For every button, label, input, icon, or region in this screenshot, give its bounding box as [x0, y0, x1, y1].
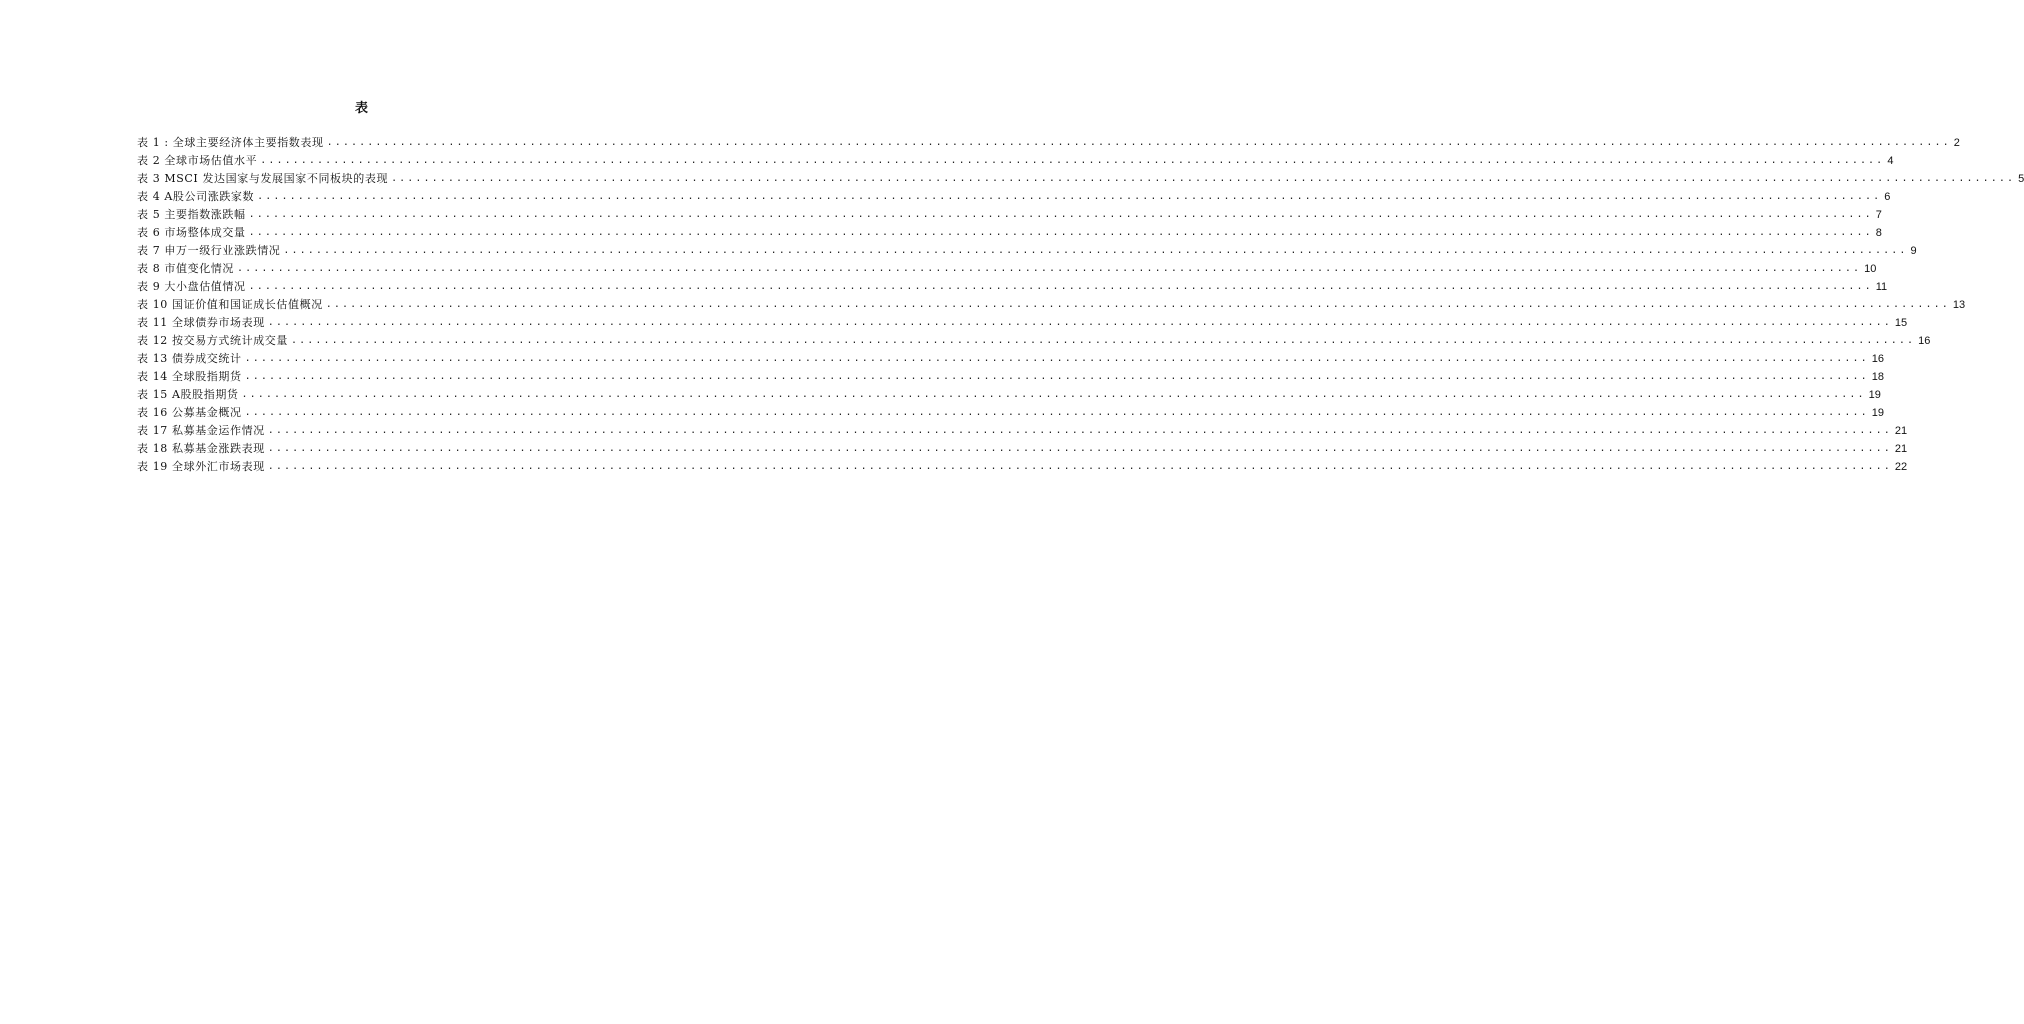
toc-leader-dots: ........................................................................................................................................................................................................ — [244, 407, 1869, 418]
toc-entry-page-number: 6 — [1884, 191, 1891, 203]
toc-leader-dots: ........................................................................................................................................................................................................ — [325, 299, 1950, 310]
toc-leader-dots: ........................................................................................................................................................................................................ — [237, 263, 1862, 274]
toc-entry-label: 表 9 大小盘估值情况 — [137, 280, 246, 293]
toc-entry[interactable] — [137, 134, 1960, 152]
toc-leader-dots: ........................................................................................................................................................................................................ — [267, 461, 1892, 472]
toc-entry[interactable] — [137, 296, 1966, 314]
toc-entry[interactable] — [137, 440, 1908, 458]
page-title: 表 — [354, 101, 369, 116]
toc-leader-dots: ........................................................................................................................................................................................................ — [326, 137, 1951, 148]
toc-entry-label: 表 17 私募基金运作情况 — [137, 424, 265, 437]
toc-entry[interactable] — [137, 314, 1908, 332]
toc-entry-label: 表 1 : 全球主要经济体主要指数表现 — [137, 136, 324, 149]
toc-leader-dots: ........................................................................................................................................................................................................ — [244, 353, 1869, 364]
toc-entry-page-number: 22 — [1894, 461, 1908, 473]
toc-entry-label: 表 11 全球债券市场表现 — [137, 316, 265, 329]
toc-entry[interactable] — [137, 278, 1888, 296]
toc-entry-page-number: 5 — [2018, 173, 2024, 185]
toc-entry-page-number: 16 — [1918, 335, 1931, 347]
table-of-contents — [137, 134, 2024, 476]
toc-entry-page-number: 2 — [1953, 137, 1960, 149]
toc-entry-label: 表 8 市值变化情况 — [137, 262, 234, 275]
toc-entry[interactable] — [137, 422, 1908, 440]
toc-entry-page-number: 4 — [1887, 155, 1894, 167]
toc-entry-label: 表 3 MSCI 发达国家与发展国家不同板块的表现 — [137, 172, 389, 185]
toc-leader-dots: ........................................................................................................................................................................................................ — [267, 443, 1892, 454]
toc-leader-dots: ........................................................................................................................................................................................................ — [291, 335, 1916, 346]
toc-leader-dots: ........................................................................................................................................................................................................ — [241, 389, 1866, 400]
toc-entry-label: 表 14 全球股指期货 — [137, 370, 242, 383]
toc-entry[interactable] — [137, 152, 1894, 170]
toc-entry-label: 表 16 公募基金概况 — [137, 406, 242, 419]
toc-entry-label: 表 6 市场整体成交量 — [137, 226, 246, 239]
toc-leader-dots: ........................................................................................................................................................................................................ — [260, 155, 1885, 166]
toc-entry-page-number: 21 — [1894, 443, 1908, 455]
toc-leader-dots: ........................................................................................................................................................................................................ — [267, 317, 1892, 328]
toc-entry-page-number: 18 — [1871, 371, 1884, 383]
toc-entry[interactable] — [137, 206, 1882, 224]
toc-entry-label: 表 13 债券成交统计 — [137, 352, 242, 365]
toc-entry-page-number: 15 — [1894, 317, 1908, 329]
toc-leader-dots: ........................................................................................................................................................................................................ — [283, 245, 1908, 256]
toc-entry-page-number: 16 — [1871, 353, 1884, 365]
toc-entry-label: 表 10 国证价值和国证成长估值概况 — [137, 298, 323, 311]
toc-entry-page-number: 7 — [1875, 209, 1882, 221]
toc-entry-page-number: 13 — [1952, 299, 1966, 311]
toc-entry[interactable] — [137, 368, 1884, 386]
toc-leader-dots: ........................................................................................................................................................................................................ — [248, 281, 1873, 292]
toc-entry[interactable] — [137, 170, 2024, 188]
toc-entry[interactable] — [137, 188, 1891, 206]
toc-leader-dots: ........................................................................................................................................................................................................ — [257, 191, 1882, 202]
toc-entry[interactable] — [137, 224, 1882, 242]
toc-entry[interactable] — [137, 242, 1917, 260]
toc-entry-label: 表 2 全球市场估值水平 — [137, 154, 258, 167]
toc-entry[interactable] — [137, 404, 1884, 422]
toc-leader-dots: ........................................................................................................................................................................................................ — [391, 173, 2016, 184]
toc-entry-page-number: 19 — [1868, 389, 1881, 401]
toc-entry[interactable] — [137, 386, 1881, 404]
toc-entry-page-number: 8 — [1875, 227, 1882, 239]
toc-entry[interactable] — [137, 260, 1877, 278]
toc-leader-dots: ........................................................................................................................................................................................................ — [248, 227, 1873, 238]
toc-entry[interactable] — [137, 332, 1931, 350]
toc-entry-label: 表 5 主要指数涨跌幅 — [137, 208, 246, 221]
toc-entry-label: 表 15 A股股指期货 — [137, 388, 239, 401]
toc-entry[interactable] — [137, 350, 1884, 368]
toc-entry-label: 表 7 申万一级行业涨跌情况 — [137, 244, 281, 257]
toc-entry-label: 表 12 按交易方式统计成交量 — [137, 334, 288, 347]
toc-entry-page-number: 11 — [1875, 281, 1888, 293]
toc-entry-label: 表 18 私募基金涨跌表现 — [137, 442, 265, 455]
toc-leader-dots: ........................................................................................................................................................................................................ — [244, 371, 1869, 382]
toc-entry-label: 表 19 全球外汇市场表现 — [137, 460, 265, 473]
toc-entry-page-number: 21 — [1894, 425, 1908, 437]
toc-leader-dots: ........................................................................................................................................................................................................ — [267, 425, 1892, 436]
toc-entry-page-number: 19 — [1871, 407, 1884, 419]
toc-entry-page-number: 9 — [1910, 245, 1917, 257]
toc-leader-dots: ........................................................................................................................................................................................................ — [248, 209, 1873, 220]
toc-entry[interactable] — [137, 458, 1908, 476]
toc-entry-label: 表 4 A股公司涨跌家数 — [137, 190, 255, 203]
toc-entry-page-number: 10 — [1864, 263, 1877, 275]
